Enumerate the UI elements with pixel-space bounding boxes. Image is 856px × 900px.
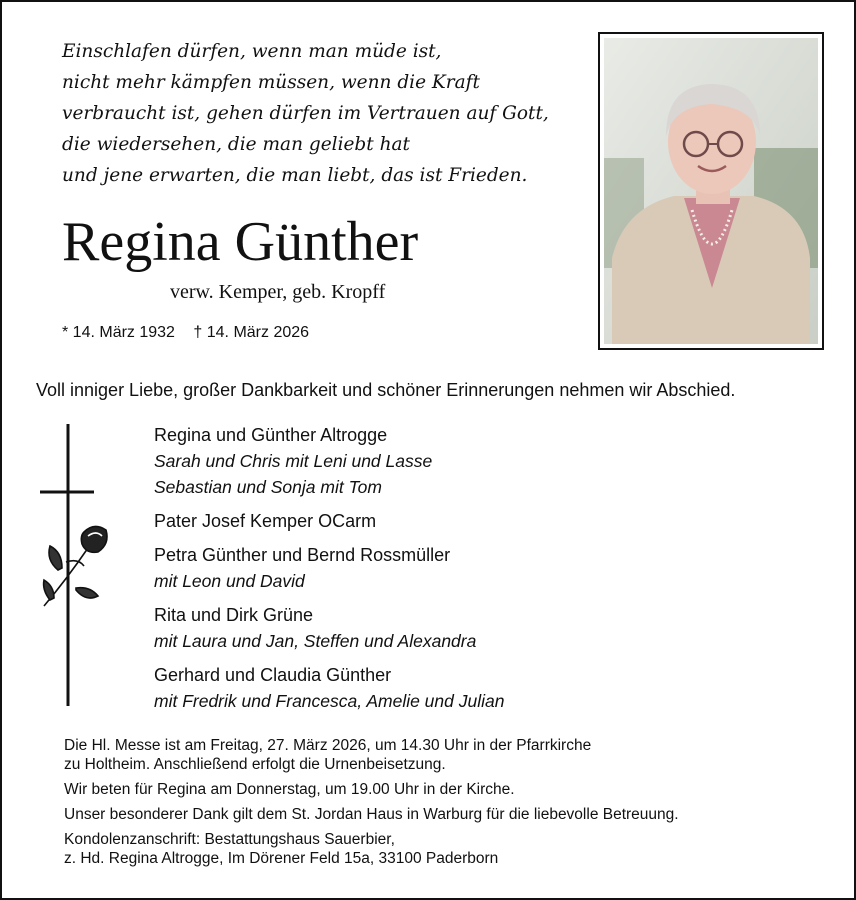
portrait-photo (598, 32, 824, 350)
poem-line: Einschlafen dürfen, wenn man müde ist, (62, 41, 442, 62)
family-children: Sarah und Chris mit Leni und Lasse (154, 451, 433, 471)
family-group (154, 602, 504, 654)
family-group (154, 422, 504, 500)
poem (62, 36, 582, 191)
poem-line: nicht mehr kämpfen müssen, wenn die Kraft (62, 72, 480, 93)
family-children: mit Leon und David (154, 571, 305, 591)
family-group (154, 662, 504, 714)
condolence-address (64, 830, 824, 868)
poem-line: verbraucht ist, gehen dürfen im Vertrauen auf Gott, (62, 103, 549, 124)
farewell-intro: Voll inniger Liebe, großer Dankbarkeit und schöner Erinnerungen nehmen wir Abschied. (36, 380, 736, 400)
family-name: Rita und Dirk Grüne (154, 605, 314, 625)
poem-line: und jene erwarten, die man liebt, das ist Frieden. (62, 165, 528, 186)
rose-icon (44, 526, 107, 606)
family-name: Gerhard und Claudia Günther (154, 665, 392, 685)
address-line-1: Kondolenzanschrift: Bestattungshaus Sauerbier, (64, 831, 395, 848)
maiden-name: verw. Kemper, geb. Kropff (170, 281, 386, 303)
mass-info (64, 736, 824, 774)
mass-line-2: zu Holtheim. Anschließend erfolgt die Urnenbeisetzung. (64, 756, 446, 773)
life-dates (62, 324, 323, 342)
service-info (64, 736, 824, 874)
family-group (154, 542, 504, 594)
thanks-note: Unser besonderer Dank gilt dem St. Jordan Haus in Warburg für die liebevolle Betreuung. (64, 806, 679, 823)
family-name: Regina und Günther Altrogge (154, 425, 388, 445)
family-name: Petra Günther und Bernd Rossmüller (154, 545, 451, 565)
family-name: Pater Josef Kemper OCarm (154, 511, 377, 531)
prayer-info: Wir beten für Regina am Donnerstag, um 19.00 Uhr in der Kirche. (64, 781, 515, 798)
portrait-illustration (604, 38, 818, 344)
family-children: mit Fredrik und Francesca, Amelie und Julian (154, 691, 505, 711)
poem-line: die wiedersehen, die man geliebt hat (62, 134, 410, 155)
death-date: † 14. März 2026 (193, 324, 310, 341)
family-children: mit Laura und Jan, Steffen und Alexandra (154, 631, 477, 651)
family-children: Sebastian und Sonja mit Tom (154, 477, 382, 497)
family-list (154, 422, 504, 722)
address-line-2: z. Hd. Regina Altrogge, Im Dörener Feld 15a, 33100 Paderborn (64, 850, 499, 867)
deceased-name: Regina Günther (62, 211, 419, 273)
family-group (154, 508, 504, 534)
cross-icon (36, 420, 116, 710)
mass-line-1: Die Hl. Messe ist am Freitag, 27. März 2026, um 14.30 Uhr in der Pfarrkirche (64, 737, 592, 754)
birth-date: * 14. März 1932 (62, 324, 175, 341)
